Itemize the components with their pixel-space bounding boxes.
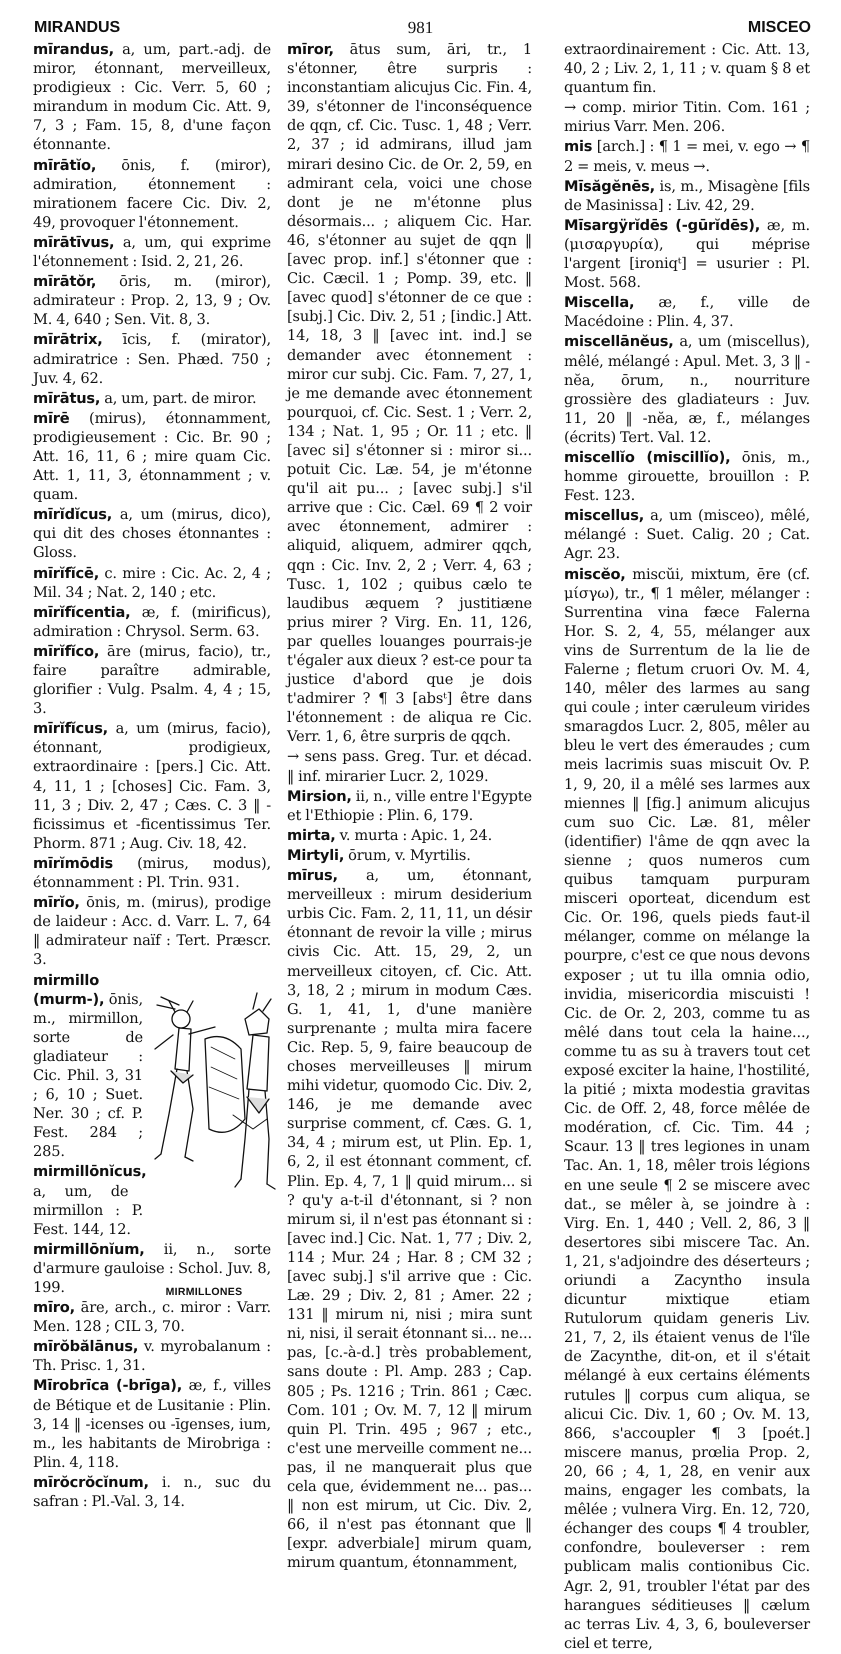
- entry-definition: a, um, part. de miror.: [100, 389, 257, 407]
- column-3: [564, 40, 810, 1654]
- entry-definition: v. myrobalanum : Th. Prisc. 1, 31.: [33, 1338, 271, 1375]
- entry-definition: ōnis, f. (miror), admiration, étonnement : mirationem facere Cic. Div. 2, 49, provoquer l'étonnement.: [33, 156, 271, 231]
- entry-headword: mīrātŏr,: [33, 273, 97, 291]
- dictionary-entry: [564, 177, 810, 215]
- entry-headword: mīrātus,: [33, 389, 101, 407]
- entry-definition: → sens pass. Greg. Tur. et décad. ‖ inf. mirarier Lucr. 2, 1029.: [287, 748, 532, 785]
- dictionary-entry: [564, 506, 810, 563]
- entry-headword: mīro,: [33, 1299, 75, 1317]
- entry-headword: miscellĭo (miscillĭo),: [564, 448, 731, 466]
- dictionary-entry: [33, 642, 271, 718]
- column-2: [287, 40, 532, 1574]
- dictionary-entry: [287, 40, 532, 746]
- entry-definition: a, um (misceo), mêlé, mélangé : Suet. Calig. 20 ; Cat. Agr. 23.: [564, 507, 810, 563]
- dictionary-entry: [33, 1337, 271, 1375]
- entry-definition: a, um, de mirmillon : P. Fest. 144, 12.: [33, 1182, 143, 1238]
- entry-definition: is, m., Misagène [fils de Masinissa] : Liv. 42, 29.: [564, 177, 810, 214]
- dictionary-entry: [287, 747, 532, 785]
- entry-definition: æ, f., ville de Macédoine : Plin. 4, 37.: [564, 294, 810, 331]
- dictionary-entry: [287, 826, 532, 845]
- dictionary-entry: [564, 565, 810, 1653]
- entry-headword: mīrŏcrŏcĭnum,: [33, 1473, 149, 1491]
- dictionary-entry: [33, 893, 271, 969]
- dictionary-entry: [33, 233, 271, 271]
- gladiators-illustration: [149, 979, 277, 1201]
- entry-headword: mis: [564, 138, 593, 156]
- entry-headword: mīrŏbălānus,: [33, 1338, 139, 1356]
- entry-definition: ōnis, m., mirmillon, sorte de gladiateur : Cic. Phil. 3, 31 ; 6, 10 ; Suet. Ner. 30 ; cf. P. Fest. 284 ; 285.: [33, 990, 143, 1161]
- entry-headword: mīrātrix,: [33, 331, 103, 349]
- entry-headword: miscĕo,: [564, 565, 626, 583]
- entry-definition: ōnis, m. (mirus), prodige de laideur : Acc. d. Varr. L. 7, 64 ‖ admirateur naïf : Tert. Præscr. 3.: [33, 894, 271, 969]
- entry-definition: æ, f. (mirificus), admiration : Chrysol. Serm. 63.: [33, 603, 271, 640]
- entry-definition: → comp. mirior Titin. Com. 161 ; mirius Varr. Men. 206.: [564, 99, 810, 136]
- entry-definition: æ, f., villes de Bétique et de Lusitanie : Plin. 3, 14 ‖ -icenses ou -īgenses, ium, m., les habitants de Mirobriga : Plin. 4, 118.: [33, 1377, 271, 1471]
- header-right-guideword: MISCEO: [747, 19, 811, 36]
- dictionary-entry: [33, 603, 271, 641]
- entry-headword: miscellus,: [564, 507, 645, 525]
- dictionary-entry: [33, 389, 271, 408]
- entry-definition: ōris, m. (miror), admirateur : Prop. 2, 13, 9 ; Ov. M. 4, 640 ; Sen. Vit. 8, 3.: [33, 273, 271, 329]
- entry-headword: mīrĭfĭcē,: [33, 564, 100, 582]
- entry-definition: ii, n., sorte d'armure gauloise : Schol. Juv. 8, 199.: [33, 1240, 271, 1296]
- entry-headword: mirmillo (murm-),: [33, 971, 105, 1008]
- dictionary-entry: [564, 216, 810, 292]
- entry-definition: ōnis, m., homme girouette, brouillon : P. Fest. 123.: [564, 448, 810, 505]
- dictionary-entry: [33, 971, 143, 1162]
- entry-definition: āre (mirus, facio), tr., faire paraître admirable, glorifier : Vulg. Psalm. 4, 4 ; 15, 3.: [33, 642, 271, 718]
- entry-definition: ātus sum, āri, tr., 1 s'étonner, être surpris : inconstantiam alicujus Cic. Fin. 4, 39, s'étonner de l'inconséquence de qqn, cf. Cic. Tusc. 1, 48 ; Verr. 2, 37 ; id admirans, illud jam mirari desino Cic. de Or. 2, 59, en admirant cela, voici une chose dont je ne m'étonne plus désormais... ; aliquem Cic. Har. 46, s'étonner au sujet de qqn ‖ [avec prop. inf.] s'étonner que : Cic. Cæcil. 1 ; Pomp. 39, etc. ‖ [avec quod] s'étonner de ce que : [subj.] Cic. Div. 2, 51 ; [indic.] Att. 14, 18, 3 ‖ [avec int. ind.] se demander avec étonnement : miror cur subj. Cic. Fam. 7, 27, 1, je me demande avec étonnement pourquoi, cf. Cic. Sest. 1 ; Verr. 2, 134 ; Nat. 1, 95 ; Or. 11 ; etc. ‖ [avec si] s'étonner si : miror si... potuit Cic. Læ. 54, je m'étonne qu'il ait pu... ; [avec subj.] s'il arrive que : Cic. Cæl. 69 ¶ 2 voir avec étonnement, admirer : aliquid, aliquem, admirer qqch, qqn : Cic. Inv. 2, 2 ; Verr. 4, 63 ; Tusc. 1, 102 ; quibus cælo te laudibus æquem ? justitiæne prius mirer ? Virg. En. 11, 126, par quelles louanges pourrais-je t'égaler aux dieux ? est-ce pour ta justice d'abord que je dois t'admirer ? ¶ 3 [absᵗ] être dans l'étonnement : de aliqua re Cic. Verr. 1, 6, être surpris de qqch.: [287, 41, 532, 746]
- dictionary-entry: [564, 137, 810, 175]
- entry-headword: mīrē: [33, 409, 70, 427]
- entry-headword: mīrĭmōdis: [33, 854, 113, 872]
- dictionary-entry: [33, 1376, 271, 1471]
- dictionary-entry: [33, 1162, 147, 1238]
- dictionary-entry: [33, 156, 271, 232]
- dictionary-entry: [33, 1298, 271, 1336]
- entry-definition: a, um (mirus, dico), qui dit des choses étonnantes : Gloss.: [33, 506, 271, 562]
- entry-definition: a, um, qui exprime l'étonnement : Isid. 2, 21, 26.: [33, 233, 271, 271]
- entry-headword: miscellānĕus,: [564, 333, 674, 351]
- entry-headword: mirmillōnĭum,: [33, 1240, 145, 1258]
- page-number: 981: [407, 18, 434, 37]
- dictionary-entry: [33, 40, 271, 155]
- dictionary-entry: [33, 564, 271, 602]
- dictionary-entry: [33, 1473, 271, 1511]
- entry-headword: mirmillōnĭcus,: [33, 1163, 147, 1181]
- entry-headword: mīrandus,: [33, 41, 114, 58]
- entry-headword: Mirtyli,: [287, 846, 345, 864]
- entry-definition: miscŭi, mixtum, ēre (cf. μίσγω), tr., ¶ 1 mêler, mélanger : Surrentina vina fæce Falerna Hor. S. 2, 4, 55, mélanger aux vins de Surrentum de la lie de Falerne ; fletum cruori Ov. M. 4, 140, mêler des larmes au sang qui coule ; inter cæruleum virides smaragdos Lucr. 2, 805, mêler au bleu le vert des émeraudes ; cum meis lacrimis suas miscuit Ov. P. 1, 9, 20, il a mêlé ses larmes aux miennes ‖ [fig.] animum alicujus cum suo Cic. Læ. 81, mêler (identifier) l'âme de qqn avec la sienne ; quos numeros cum quibus tamquam purpuram misceri oporteat, dicendum est Cic. Or. 196, quels pieds faut-il mélanger, comme on mélange la pourpre, c'est ce que nous devons exposer ; ut tu illa omnia odio, invidia, misericordia miscuisti ! Cic. de Or. 2, 203, comme tu as mêlé dans tout cela la haine..., comme tu as su à travers tout cet exposé exciter la haine, l'hostilité, la pitié ; mixta modestia gravitas Cic. de Off. 2, 48, force mêlée de modération, cf. Cic. Tim. 44 ; Scaur. 13 ‖ tres legiones in unam Tac. An. 1, 18, mêler trois légions en une seule ¶ 2 se miscere avec dat., se mêler à, se joindre à : Virg. En. 1, 440 ; Vell. 2, 86, 3 ‖ desertores sibi miscere Tac. An. 1, 21, s'adjoindre des déserteurs ; oriundi a Zacyntho insula dicuntur mixtique etiam Rutulorum quidam generis Liv. 21, 7, 2, ils étaient venus de l'île de Zacynthe, dit-on, et il s'était mélangé à eux certains éléments rutules ‖ corpus cum aliqua, se alicui Cic. Div. 1, 60 ; Ov. M. 13, 866, s'accoupler ¶ 3 [poét.] miscere manus, prœlia Prop. 2, 20, 66 ; 4, 1, 28, en venir aux mains, engager les combats, la mêlée ; vulnera Virg. En. 12, 720, échanger des coups ¶ 4 troubler, confondre, bouleverser : rem publicam malis contionibus Cic. Agr. 2, 91, troubler l'état par des harangues séditieuses ‖ cælum ac terras Liv. 4, 3, 6, bouleverser ciel et terre,: [564, 565, 810, 1652]
- column-1: [33, 40, 271, 1512]
- entry-headword: mīrātīvus,: [33, 233, 115, 251]
- entry-definition: (mirus), étonnamment, prodigieusement : Cic. Br. 90 ; Att. 16, 11, 6 ; mire quam Cic. Att. 1, 11, 3, étonnamment ; v. quam.: [33, 409, 271, 504]
- entry-definition: æ, m. (μισαργυρία), qui méprise l'argent [ironiqᵗ] = usurier : Pl. Most. 568.: [564, 216, 811, 292]
- entry-headword: Mirsion,: [287, 787, 352, 805]
- entry-definition: (mirus, modus), étonnamment : Pl. Trin. 931.: [33, 854, 271, 892]
- entry-headword: mīrĭfĭcentia,: [33, 603, 131, 621]
- entry-definition: a, um (miscellus), mêlé, mélangé : Apul. Met. 3, 3 ‖ -nĕa, ōrum, n., nourriture grossière des gladiateurs : Juv. 11, 20 ‖ -nĕa, æ, f., mélanges (écrits) Tert. Val. 12.: [564, 333, 810, 446]
- entry-headword: mīrĭfĭcus,: [33, 720, 109, 738]
- entry-definition: a, um (mirus, facio), étonnant, prodigieux, extraordinaire : [pers.] Cic. Att. 4, 11, 1 ; [choses] Cic. Fam. 3, 11, 3 ; Div. 2, 47 ; Cæs. C. 3 ‖ -ficissimus et -ficentissimus Ter. Phorm. 871 ; Aug. Civ. 18, 42.: [33, 720, 271, 852]
- entry-headword: mīrātĭo,: [33, 156, 97, 174]
- dictionary-entry: [564, 332, 810, 447]
- entry-headword: mīrĭdĭcus,: [33, 506, 113, 524]
- entry-definition: c. mire : Cic. Ac. 2, 4 ; Mil. 34 ; Nat. 2, 140 ; etc.: [33, 564, 271, 601]
- figure-caption: MIRMILLONES: [165, 1285, 243, 1298]
- entry-definition: a, um, étonnant, merveilleux : mirum desiderium urbis Cic. Fam. 2, 11, 11, un désir étonnant de revoir la ville ; mirus civis Cic. Att. 15, 29, 2, un merveilleux citoyen, cf. Cic. Att. 3, 18, 2 ; mirum in modum Cæs. G. 1, 41, 1, d'une manière surprenante ; multa mira facere Cic. Rep. 5, 9, faire beaucoup de choses merveilleuses ‖ mirum mihi videtur, quomodo Cic. Div. 2, 146, je me demande avec surprise comment, cf. Cæs. G. 1, 34, 4 ; mirum est, ut Plin. Ep. 1, 6, 2, il est étonnant comment, cf. Plin. Ep. 4, 7, 1 ‖ quid mirum... si ? qu'y a-t-il d'étonnant, si ? non mirum si, il n'est pas étonnant si : [avec ind.] Cic. Nat. 1, 77 ; Div. 2, 114 ; Mur. 24 ; Har. 8 ; CM 32 ; [avec subj.] s'il arrive que : Cic. Læ. 29 ; Div. 2, 81 ; Amer. 22 ; 131 ‖ mirum ni, nisi ; mira sunt ni, nisi, il serait étonnant si... ne... pas, [c.-à-d.] très probablement, sans doute : Pl. Amp. 283 ; Cap. 805 ; Ps. 1216 ; Trin. 861 ; Cæc. Com. 101 ; Ov. M. 7, 12 ‖ mirum quin Pl. Trin. 495 ; 967 ; etc., c'est une merveille comment ne... pas, il ne manquerait plus que cela que, évidemment ne... pas... ‖ non est mirum, ut Cic. Div. 2, 66, il n'est pas étonnant que ‖ [expr. adverbiale] mirum quam, mirum quantum, étonnamment,: [287, 867, 532, 1572]
- entry-definition: v. murta : Apic. 1, 24.: [335, 826, 493, 844]
- dictionary-entry: [287, 787, 532, 825]
- figure-wrapped-text: [33, 971, 147, 1240]
- dictionary-entry: [287, 846, 532, 865]
- dictionary-entry: [564, 293, 810, 331]
- entry-definition: īcis, f. (mirator), admiratrice : Sen. Phæd. 750 ; Juv. 4, 62.: [33, 331, 271, 387]
- dictionary-entry: [33, 409, 271, 504]
- dictionary-entry: [33, 330, 271, 387]
- entry-headword: mīrĭfĭco,: [33, 642, 100, 660]
- dictionary-entry: [564, 448, 810, 505]
- dictionary-entry: [287, 866, 532, 1572]
- entry-definition: ōrum, v. Myrtilis.: [344, 846, 471, 864]
- header-left-guideword: MIRANDUS: [34, 19, 121, 36]
- dictionary-entry: [33, 719, 271, 853]
- entry-headword: mīrus,: [287, 867, 338, 885]
- dictionary-entry: [564, 40, 810, 97]
- running-header: [30, 18, 811, 42]
- entry-headword: mīror,: [287, 41, 334, 58]
- entry-definition: a, um, part.-adj. de miror, étonnant, merveilleux, prodigieux : Cic. Verr. 5, 60 ; mirandum in modum Cic. Att. 9, 7, 3 ; Fam. 15, 8, d'une façon étonnante.: [33, 41, 271, 154]
- entry-definition: i. n., suc du safran : Pl.-Val. 3, 14.: [33, 1473, 271, 1511]
- entry-headword: Mīsargÿrĭdēs (-gūrĭdēs),: [564, 216, 761, 234]
- entry-headword: mīrĭo,: [33, 894, 80, 912]
- entry-definition: ii, n., ville entre l'Egypte et l'Ethiopie : Plin. 6, 179.: [287, 787, 532, 824]
- dictionary-entry: [564, 98, 810, 136]
- entry-definition: extraordinairement : Cic. Att. 13, 40, 2 ; Liv. 2, 1, 11 ; v. quam § 8 et quantum fin.: [564, 41, 810, 97]
- entry-headword: Mīsăgĕnēs,: [564, 177, 655, 195]
- entry-headword: Mīrobrīca (-brīga),: [33, 1377, 183, 1395]
- dictionary-entry: [33, 854, 271, 892]
- entry-headword: Miscella,: [564, 294, 635, 312]
- entry-definition: āre, arch., c. miror : Varr. Men. 128 ; CIL 3, 70.: [33, 1299, 271, 1336]
- entry-definition: [arch.] : ¶ 1 = mei, v. ego → ¶ 2 = meis, v. meus →.: [564, 138, 810, 175]
- entry-headword: mirta,: [287, 826, 336, 844]
- dictionary-entry: [33, 505, 271, 562]
- dictionary-entry: [33, 272, 271, 329]
